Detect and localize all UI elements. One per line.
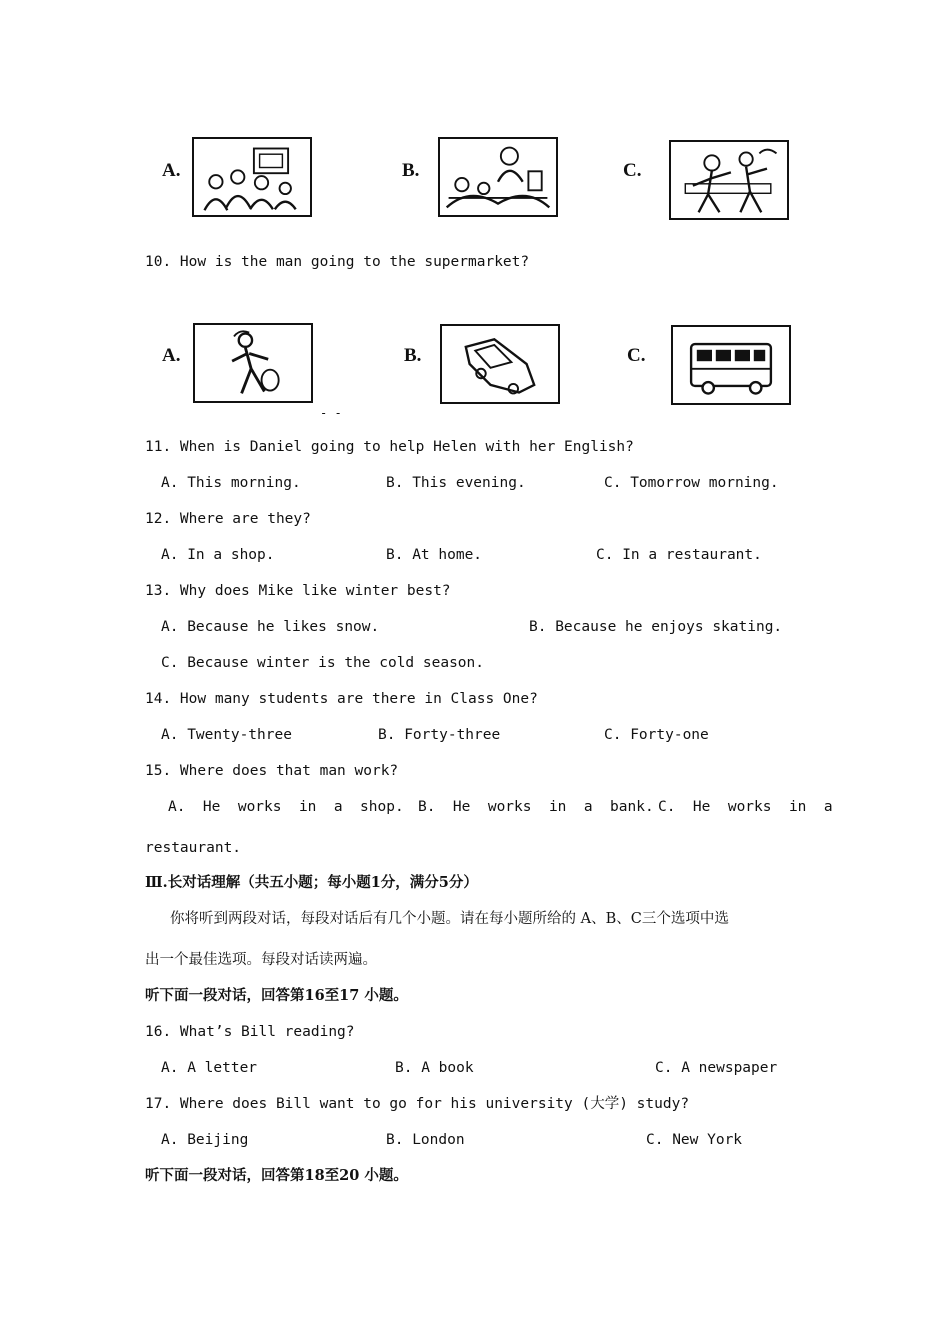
q12-option-a: A. In a shop. (161, 547, 275, 563)
people-eating-icon (440, 139, 556, 215)
q11-option-b: B. This evening. (386, 475, 526, 491)
q13-option-b: B. Because he enjoys skating. (529, 619, 783, 635)
question-12: 12. Where are they? (145, 511, 311, 527)
q15-option-b: B. He works in a bank. (418, 799, 654, 815)
section-3-instructions-line-1: 你将听到两段对话，每段对话后有几个小题。请在每小题所给的 A、B、C三个选项中选 (170, 911, 729, 927)
question-15: 15. Where does that man work? (145, 763, 399, 779)
q9-option-b-label: B. (402, 160, 420, 181)
section-3-instructions-line-2: 出一个最佳选项。每段对话读两遍。 (145, 952, 377, 968)
q10-picture-c (671, 325, 791, 405)
q14-option-c: C. Forty-one (604, 727, 709, 743)
q11-option-a: A. This morning. (161, 475, 301, 491)
people-reading-icon (194, 139, 310, 215)
dialog-2-heading: 听下面一段对话，回答第18至20 小题。 (145, 1167, 408, 1184)
car-icon (442, 326, 558, 402)
question-14: 14. How many students are there in Class One? (145, 691, 538, 707)
q15-option-c: C. He works in a (658, 799, 833, 815)
q10-picture-b (440, 324, 560, 404)
q14-option-b: B. Forty-three (378, 727, 501, 743)
q16-option-c: C. A newspaper (655, 1060, 778, 1076)
q16-option-b: B. A book (395, 1060, 474, 1076)
walking-person-icon (195, 325, 311, 401)
q17-option-b: B. London (386, 1132, 465, 1148)
question-10: 10. How is the man going to the supermarket? (145, 254, 530, 270)
question-16: 16. What’s Bill reading? (145, 1024, 355, 1040)
q10-picture-a (193, 323, 313, 403)
q9-picture-c (669, 140, 789, 220)
q9-option-c-label: C. (623, 160, 642, 181)
q9-picture-a (192, 137, 312, 217)
q17-option-a: A. Beijing (161, 1132, 249, 1148)
q17-option-c: C. New York (646, 1132, 743, 1148)
q13-option-a: A. Because he likes snow. (161, 619, 380, 635)
question-13: 13. Why does Mike like winter best? (145, 583, 451, 599)
q15-option-a: A. He works in a shop. (168, 799, 404, 815)
q16-option-a: A. A letter (161, 1060, 258, 1076)
q14-option-a: A. Twenty-three (161, 727, 292, 743)
dialog-1-heading: 听下面一段对话，回答第16至17 小题。 (145, 987, 408, 1004)
q15-option-c-continued: restaurant. (145, 840, 242, 856)
scan-mark: - - (320, 406, 342, 420)
question-17: 17. Where does Bill want to go for his university (大学) study? (145, 1096, 690, 1112)
bus-icon (673, 327, 789, 403)
q12-option-c: C. In a restaurant. (596, 547, 762, 563)
question-11: 11. When is Daniel going to help Helen with her English? (145, 439, 634, 455)
people-playing-icon (671, 142, 787, 218)
q9-picture-b (438, 137, 558, 217)
q10-option-b-label: B. (404, 345, 422, 366)
q12-option-b: B. At home. (386, 547, 483, 563)
section-3-heading: Ⅲ.长对话理解（共五小题；每小题1分，满分5分） (145, 874, 478, 891)
q11-option-c: C. Tomorrow morning. (604, 475, 779, 491)
q10-option-c-label: C. (627, 345, 646, 366)
q10-option-a-label: A. (162, 345, 181, 366)
q9-option-a-label: A. (162, 160, 181, 181)
q13-option-c: C. Because winter is the cold season. (161, 655, 485, 671)
